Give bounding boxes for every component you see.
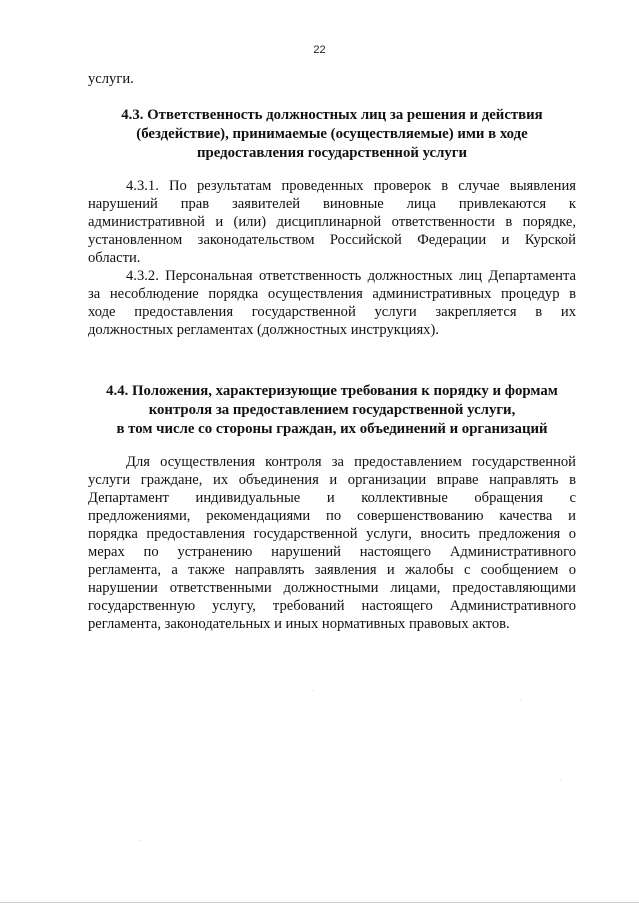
- heading-line: в том числе со стороны граждан, их объединений и организаций: [116, 421, 548, 437]
- text-line: регламента, законодательных и иных нормативных правовых актов.: [88, 616, 510, 632]
- section-4-3-heading: [88, 106, 576, 163]
- page-number: 22: [313, 44, 326, 56]
- text-line: установленном законодательством Российской Федерации и Курской: [88, 232, 576, 248]
- text-line: Для осуществления контроля за предоставлением государственной: [126, 454, 576, 470]
- text-line: должностных регламентах (должностных инструкциях).: [88, 322, 439, 338]
- text-line: государственную услугу, требований настоящего Административного: [88, 598, 576, 614]
- scan-artifact: [560, 780, 561, 781]
- text-line: порядка предоставления государственной услуги, вносить предложения о: [88, 526, 576, 542]
- page-bottom-edge: [0, 902, 639, 903]
- text-line: за несоблюдение порядка осуществления административных процедур в: [88, 286, 576, 302]
- section-4-3-paragraph-1: [88, 177, 576, 267]
- heading-line: 4.3. Ответственность должностных лиц за решения и действия: [121, 107, 543, 123]
- section-4-4-heading: [88, 382, 576, 439]
- text-line: 4.3.1. По результатам проведенных проверок в случае выявления: [126, 178, 576, 194]
- text-line: регламента, а также направлять заявления и жалобы с сообщением о: [88, 562, 576, 578]
- text-line: Департамент индивидуальные и коллективные обращения с: [88, 490, 576, 506]
- section-4-4-paragraph-1: [88, 453, 576, 633]
- heading-line: контроля за предоставлением государственной услуги,: [148, 402, 516, 418]
- scan-artifact: [140, 840, 141, 841]
- heading-line: (бездействие), принимаемые (осуществляемые) ими в ходе: [136, 126, 528, 142]
- section-4-3-paragraph-2: [88, 267, 576, 339]
- text-line: предложениями, рекомендациями по совершенствованию качества и: [88, 508, 576, 524]
- heading-line: 4.4. Положения, характеризующие требования к порядку и формам: [106, 383, 558, 399]
- text-line: мерах по устранению нарушений настоящего Административного: [88, 544, 576, 560]
- text-line: нарушений прав заявителей виновные лица привлекаются к: [88, 196, 576, 212]
- continuation-text: услуги.: [88, 71, 134, 87]
- scan-artifact: [312, 690, 313, 691]
- text-line: административной и (или) дисциплинарной ответственности в порядке,: [88, 214, 576, 230]
- text-line: нарушении ответственными должностными лицами, предоставляющими: [88, 580, 576, 596]
- text-line: услуги граждане, их объединения и организации вправе направлять в: [88, 472, 576, 488]
- text-line: ходе предоставления государственной услуги закрепляется в их: [88, 304, 576, 320]
- text-line: области.: [88, 250, 141, 266]
- text-line: 4.3.2. Персональная ответственность должностных лиц Департамента: [126, 268, 576, 284]
- scan-artifact: [520, 700, 521, 701]
- heading-line: предоставления государственной услуги: [196, 145, 468, 161]
